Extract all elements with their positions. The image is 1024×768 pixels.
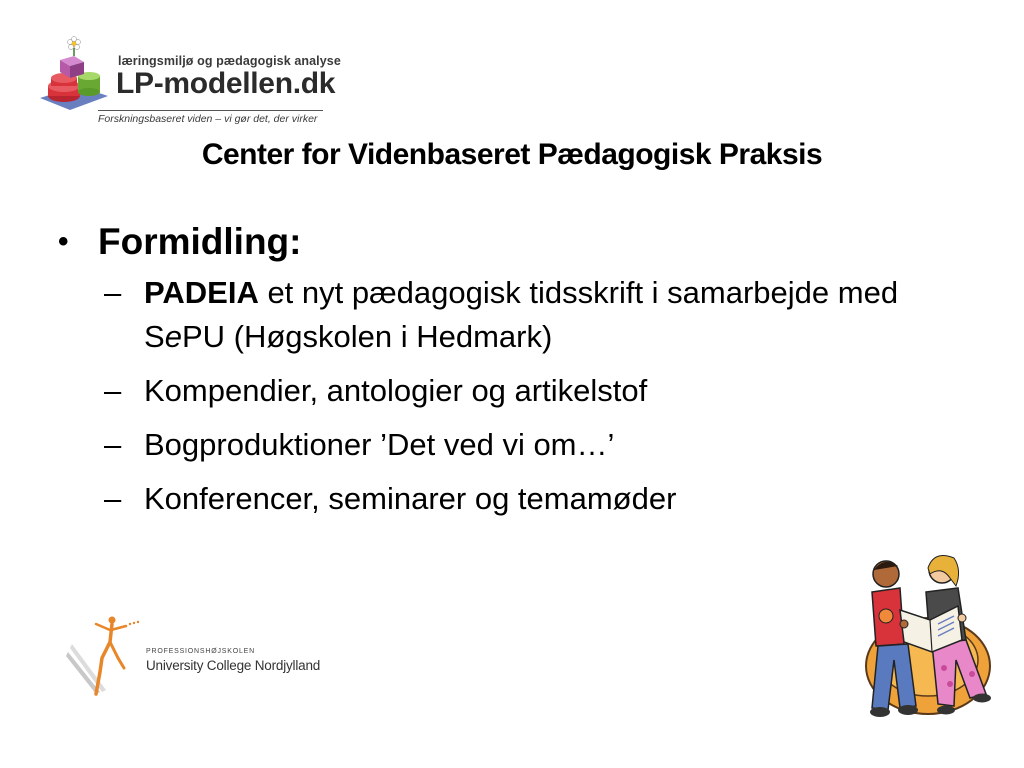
list-item bbox=[54, 271, 974, 359]
lp-logo-brand: LP-modellen.dk bbox=[116, 67, 336, 100]
lp-logo-subtitle: læringsmiljø og pædagogisk analyse bbox=[118, 54, 341, 68]
lp-logo-tagline: Forskningsbaseret viden – vi gør det, der virker bbox=[98, 110, 323, 125]
list-item-text: Bogproduktioner ’Det ved vi om…’ bbox=[144, 427, 615, 462]
bullet-symbol: • bbox=[58, 225, 69, 258]
bullet-heading bbox=[54, 215, 974, 269]
ucn-subtitle: PROFESSIONSHØJSKOLEN bbox=[146, 648, 255, 655]
ucn-logo bbox=[66, 612, 336, 702]
dash-symbol: – bbox=[104, 275, 122, 310]
list-item-text: PU (Høgskolen i Hedmark) bbox=[181, 319, 553, 354]
list-item bbox=[54, 477, 974, 521]
dash-symbol: – bbox=[104, 427, 122, 462]
list-item-text: Kompendier, antologier og artikelstof bbox=[144, 373, 648, 408]
reading-people-illustration-icon bbox=[858, 548, 1008, 724]
bullet-list bbox=[54, 215, 974, 521]
list-item bbox=[54, 369, 974, 413]
lp-modellen-logo bbox=[38, 36, 368, 126]
padeia-label: PADEIA bbox=[144, 275, 259, 310]
list-item bbox=[54, 423, 974, 467]
list-item-italic: e bbox=[164, 319, 182, 354]
bullet-heading-text: Formidling: bbox=[98, 221, 302, 262]
list-item-text: et nyt pædagogisk tidsskrift i samarbejde med S bbox=[144, 275, 899, 354]
slide-title: Center for Videnbaseret Pædagogisk Praksis bbox=[201, 138, 823, 171]
list-item-text: Konferencer, seminarer og temamøder bbox=[144, 481, 677, 516]
building-blocks-logo-icon bbox=[38, 36, 118, 116]
ucn-name: University College Nordjylland bbox=[146, 658, 321, 673]
ucn-figure-icon bbox=[66, 612, 146, 702]
dash-symbol: – bbox=[104, 481, 122, 516]
dash-symbol: – bbox=[104, 373, 122, 408]
